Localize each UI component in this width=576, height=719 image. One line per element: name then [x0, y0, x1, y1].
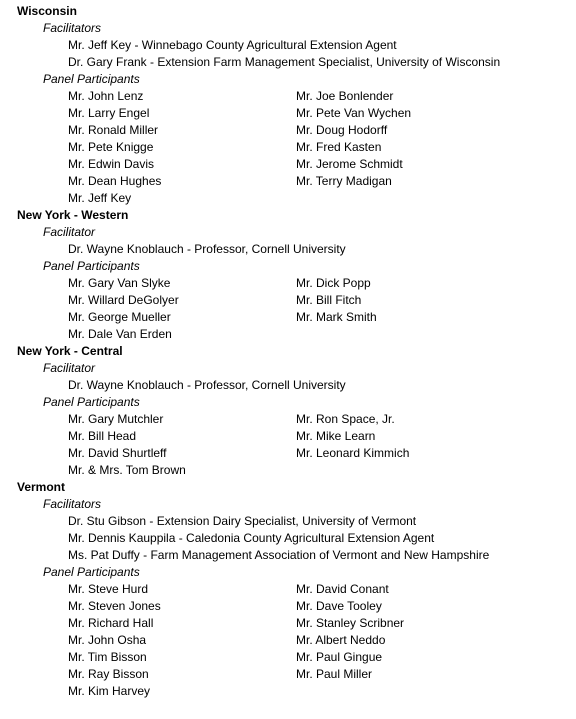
participant-name: Mr. Doug Hodorff: [296, 123, 388, 137]
region-section: [17, 3, 576, 207]
participant-column-right: [296, 275, 575, 343]
participant-columns: [17, 411, 576, 479]
participant-name: Mr. John Lenz: [68, 89, 144, 103]
participant-name: Mr. Pete Knigge: [68, 140, 154, 154]
facilitator-entry: Ms. Pat Duffy - Farm Management Association of Vermont and New Hampshire: [68, 548, 490, 562]
participant-name: Mr. Richard Hall: [68, 616, 154, 630]
participant-column-left: [17, 275, 296, 343]
region-title: Vermont: [17, 480, 66, 494]
facilitator-entry: Dr. Wayne Knoblauch - Professor, Cornell University: [68, 378, 346, 392]
participant-name: Mr. Albert Neddo: [296, 633, 386, 647]
participant-name: Mr. David Shurtleff: [68, 446, 167, 460]
participant-column-right: [296, 88, 575, 207]
participant-name: Mr. Paul Gingue: [296, 650, 383, 664]
facilitator-entry: Mr. Dennis Kauppila - Caledonia County Agricultural Extension Agent: [68, 531, 435, 545]
region-title: New York - Central: [17, 344, 123, 358]
region-title: New York - Western: [17, 208, 129, 222]
participant-columns: [17, 275, 576, 343]
participant-name: Mr. Terry Madigan: [296, 174, 392, 188]
participant-name: Mr. Jerome Schmidt: [296, 157, 403, 171]
participant-column-right: [296, 411, 575, 479]
panel-heading: Panel Participants: [43, 395, 140, 409]
participant-name: Mr. Ray Bisson: [68, 667, 149, 681]
participant-name: Mr. & Mrs. Tom Brown: [68, 463, 186, 477]
participant-name: Mr. John Osha: [68, 633, 147, 647]
region-title: Wisconsin: [17, 4, 77, 18]
participant-column-left: [17, 88, 296, 207]
panel-heading: Panel Participants: [43, 259, 140, 273]
facilitator-entry: Dr. Wayne Knoblauch - Professor, Cornell University: [68, 242, 346, 256]
panel-heading: Panel Participants: [43, 565, 140, 579]
facilitator-entry: Mr. Jeff Key - Winnebago County Agricultural Extension Agent: [68, 38, 397, 52]
participant-column-left: [17, 581, 296, 700]
region-section: [17, 479, 576, 700]
participant-name: Mr. Pete Van Wychen: [296, 106, 412, 120]
participant-name: Mr. Dave Tooley: [296, 599, 382, 613]
facilitator-entry: Dr. Gary Frank - Extension Farm Management Specialist, University of Wisconsin: [68, 55, 501, 69]
participant-name: Mr. Mark Smith: [296, 310, 377, 324]
participant-column-left: [17, 411, 296, 479]
facilitators-heading: Facilitators: [43, 497, 102, 511]
participant-column-right: [296, 581, 575, 700]
participant-name: Mr. Larry Engel: [68, 106, 150, 120]
participant-name: Mr. Stanley Scribner: [296, 616, 405, 630]
participant-name: Mr. Joe Bonlender: [296, 89, 394, 103]
participant-name: Mr. Kim Harvey: [68, 684, 151, 698]
participant-name: Mr. Edwin Davis: [68, 157, 155, 171]
participant-name: Mr. Dale Van Erden: [68, 327, 172, 341]
panel-heading: Panel Participants: [43, 72, 140, 86]
participant-name: Mr. Jeff Key: [68, 191, 132, 205]
participant-columns: [17, 88, 576, 207]
participant-name: Mr. Willard DeGolyer: [68, 293, 179, 307]
facilitators-heading: Facilitator: [43, 361, 96, 375]
participant-name: Mr. Fred Kasten: [296, 140, 382, 154]
region-section: [17, 343, 576, 479]
participant-name: Mr. Steven Jones: [68, 599, 161, 613]
participant-name: Mr. Ron Space, Jr.: [296, 412, 395, 426]
participant-name: Mr. Dick Popp: [296, 276, 371, 290]
participant-name: Mr. Paul Miller: [296, 667, 373, 681]
participant-name: Mr. David Conant: [296, 582, 389, 596]
participant-name: Mr. Leonard Kimmich: [296, 446, 410, 460]
participant-name: Mr. George Mueller: [68, 310, 171, 324]
participant-name: Mr. Dean Hughes: [68, 174, 162, 188]
participant-name: Mr. Tim Bisson: [68, 650, 147, 664]
facilitators-heading: Facilitators: [43, 21, 102, 35]
participant-name: Mr. Mike Learn: [296, 429, 376, 443]
region-section: [17, 207, 576, 343]
participant-name: Mr. Steve Hurd: [68, 582, 149, 596]
participant-name: Mr. Bill Head: [68, 429, 137, 443]
participant-columns: [17, 581, 576, 700]
participant-name: Mr. Gary Mutchler: [68, 412, 164, 426]
facilitators-heading: Facilitator: [43, 225, 96, 239]
participant-name: Mr. Gary Van Slyke: [68, 276, 171, 290]
participant-name: Mr. Bill Fitch: [296, 293, 362, 307]
participant-name: Mr. Ronald Miller: [68, 123, 159, 137]
facilitator-entry: Dr. Stu Gibson - Extension Dairy Specialist, University of Vermont: [68, 514, 417, 528]
